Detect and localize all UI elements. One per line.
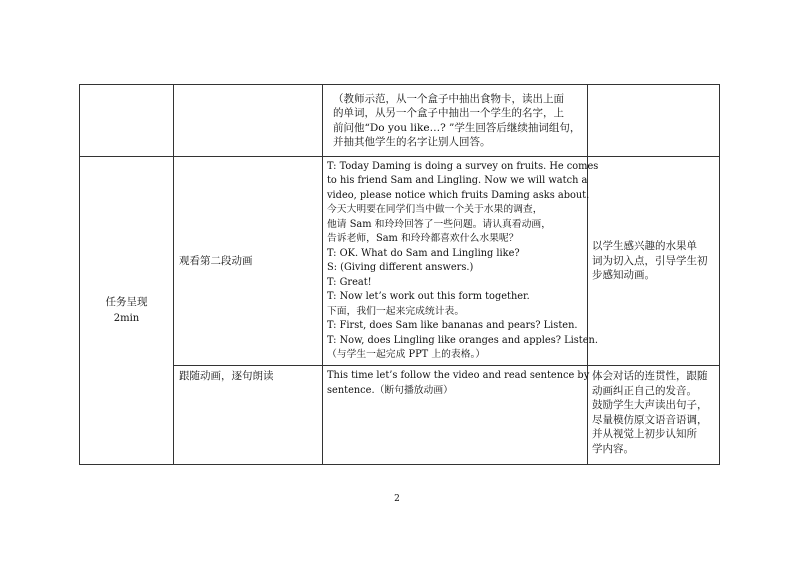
purpose-line: 以学生感兴趣的水果单 (592, 240, 697, 253)
purpose-line: 动画纠正自己的发音。 (592, 384, 697, 397)
purpose-cell-empty (588, 85, 720, 157)
process-line: 今天大明要在同学们当中做一个关于水果的调查， (327, 204, 543, 215)
purpose-line: 鼓励学生大声读出句子， (592, 399, 708, 411)
process-cell (323, 157, 599, 366)
process-line: （教师示范，从一个盒子中抽出食物卡，读出上面 (333, 92, 564, 105)
process-line: （与学生一起完成 PPT 上的表格。） (327, 349, 486, 360)
step-label: 任务呈现 (105, 296, 148, 308)
process-line: sentence.（断句播放动画） (327, 384, 453, 396)
process-line: T: Now, does Lingling like oranges and apples? Listen. (327, 334, 598, 346)
process-line: 告诉老师，Sam 和玲玲都喜欢什么水果呢？ (327, 233, 519, 244)
step-cell-empty (80, 85, 174, 157)
process-line: 的单词，从另一个盒子中抽出一个学生的名字，上 (333, 107, 564, 119)
process-line: T: Now let’s work out this form together. (327, 291, 530, 302)
purpose-line: 体会对话的连贯性，跟随 (592, 370, 708, 382)
process-line: S: (Giving different answers.) (327, 262, 474, 273)
page-number: 2 (394, 494, 400, 504)
table-row (80, 157, 720, 366)
process-line: This time let’s follow the video and read sentence by (327, 370, 590, 381)
activity-cell-empty (174, 85, 323, 157)
purpose-line: 学内容。 (592, 442, 634, 455)
lesson-plan-table (79, 84, 720, 465)
process-cell (323, 366, 588, 465)
purpose-line: 步感知动画。 (592, 269, 655, 282)
process-cell (323, 85, 588, 157)
purpose-cell (588, 157, 720, 366)
process-line: T: Today Daming is doing a survey on fruits. He comes (327, 160, 599, 172)
activity-cell (174, 157, 323, 366)
step-cell (80, 157, 174, 465)
activity-label: 跟随动画，逐句朗读 (179, 370, 274, 382)
process-line: 他请 Sam 和玲玲回答了一些问题。请认真看动画， (327, 218, 552, 230)
table-row (80, 85, 720, 157)
purpose-line: 并从视觉上初步认知所 (592, 428, 697, 440)
purpose-line: 尽量模仿原文语音语调， (592, 413, 708, 426)
process-line: T: OK. What do Sam and Lingling like? (327, 247, 520, 259)
purpose-line: 词为切入点，引导学生初 (592, 254, 708, 267)
process-line: 前问他“Do you like…? ”学生回答后继续抽词组句， (333, 121, 581, 134)
process-line: to his friend Sam and Lingling. Now we will watch a (327, 175, 588, 186)
step-time: 2min (113, 312, 140, 324)
process-line: 并抽其他学生的名字让别人回答。 (333, 136, 491, 148)
process-line: T: First, does Sam like bananas and pears? Listen. (327, 320, 578, 331)
purpose-cell (588, 366, 720, 465)
activity-label: 观看第二段动画 (179, 254, 253, 267)
table-row (80, 366, 720, 465)
process-line: 下面，我们一起来完成统计表。 (327, 305, 465, 317)
activity-cell (174, 366, 323, 465)
process-line: video, please notice which fruits Daming asks about. (327, 189, 590, 201)
process-line: T: Great! (327, 276, 372, 288)
